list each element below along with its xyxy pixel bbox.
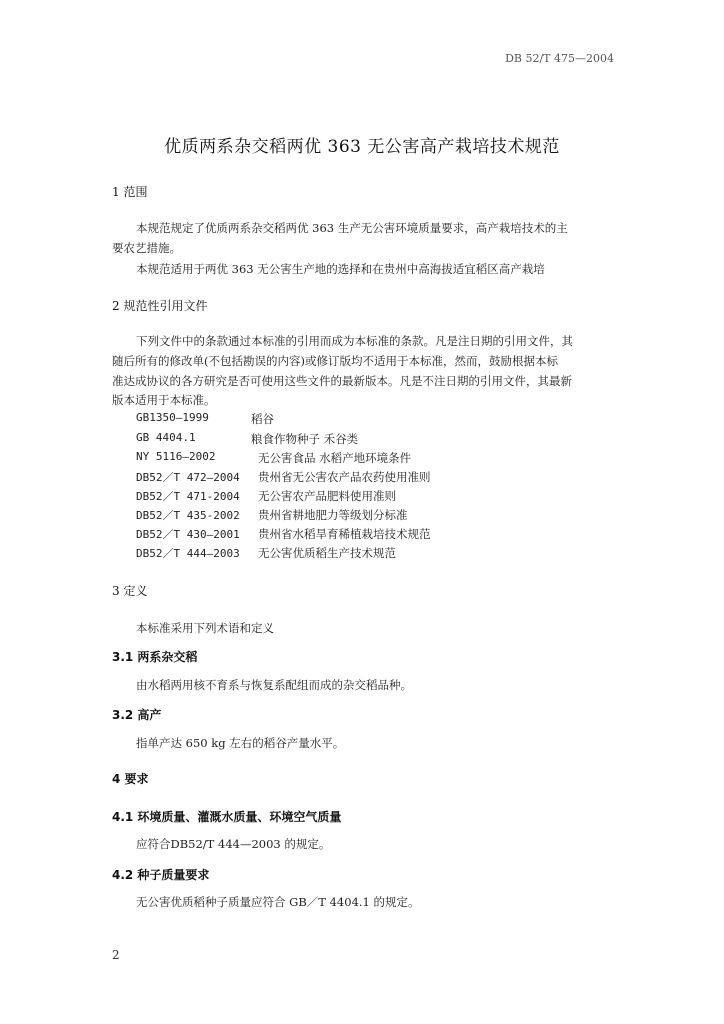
page-number: 2 xyxy=(112,948,120,962)
reference-code: DB52／T 435-2002 xyxy=(136,509,240,522)
section-4-1-heading: 4.1 环境质量、灌溉水质量、环境空气质量 xyxy=(112,810,342,824)
document-title: 优质两系杂交稻两优 363 无公害高产栽培技术规范 xyxy=(164,137,560,157)
section-3-2-heading: 3.2 高产 xyxy=(112,708,162,722)
reference-name: 无公害优质稻生产技术规范 xyxy=(258,546,396,560)
document-code: DB 52/T 475—2004 xyxy=(505,52,614,65)
reference-name: 粮食作物种子 禾谷类 xyxy=(251,432,359,446)
section-4-2-text: 无公害优质稻种子质量应符合 GB／T 4404.1 的规定。 xyxy=(136,895,420,909)
reference-name: 贵州省水稻旱育稀植栽培技术规范 xyxy=(258,527,431,541)
reference-code: DB52／T 444—2003 xyxy=(136,547,240,560)
reference-code: GB1350—1999 xyxy=(136,411,209,424)
section-2-line: 随后所有的修改单(不包括勘误的内容)或修订版均不适用于本标准，然而，鼓励根据本标 xyxy=(112,354,558,368)
section-2-line: 版本适用于本标准。 xyxy=(112,393,216,407)
reference-code: DB52／T 471-2004 xyxy=(136,490,240,503)
section-3-heading: 3 定义 xyxy=(112,584,148,598)
section-3-2-text: 指单产达 650 kg 左右的稻谷产量水平。 xyxy=(136,736,345,750)
reference-code: GB 4404.1 xyxy=(136,431,196,444)
reference-code: DB52／T 430—2001 xyxy=(136,528,240,541)
section-2-heading: 2 规范性引用文件 xyxy=(112,299,208,313)
section-1-para2: 本规范适用于两优 363 无公害生产地的选择和在贵州中高海拔适宜稻区高产栽培 xyxy=(136,262,545,276)
section-1-heading: 1 范围 xyxy=(112,185,148,199)
reference-code: NY 5116—2002 xyxy=(136,450,216,463)
reference-code: DB52／T 472—2004 xyxy=(136,471,240,484)
section-1-para1-line2: 要农艺措施。 xyxy=(112,241,181,255)
reference-name: 贵州省无公害农产品农药使用准则 xyxy=(258,470,431,484)
section-1-para1-line1: 本规范规定了优质两系杂交稻两优 363 生产无公害环境质量要求，高产栽培技术的主 xyxy=(136,221,568,235)
section-3-1-heading: 3.1 两系杂交稻 xyxy=(112,650,198,664)
reference-name: 无公害食品 水稻产地环境条件 xyxy=(258,451,412,465)
reference-name: 稻谷 xyxy=(251,412,274,426)
section-4-1-text: 应符合DB52/T 444—2003 的规定。 xyxy=(136,837,331,851)
section-4-heading: 4 要求 xyxy=(112,772,149,786)
section-2-line: 下列文件中的条款通过本标准的引用而成为本标准的条款。凡是注日期的引用文件，其 xyxy=(136,334,573,348)
reference-name: 无公害农产品肥料使用准则 xyxy=(258,489,396,503)
section-4-2-heading: 4.2 种子质量要求 xyxy=(112,868,210,882)
section-3-intro: 本标准采用下列术语和定义 xyxy=(136,621,274,635)
section-3-1-text: 由水稻两用核不育系与恢复系配组而成的杂交稻品种。 xyxy=(136,678,412,692)
reference-name: 贵州省耕地肥力等级划分标准 xyxy=(258,508,408,522)
section-2-line: 准达成协议的各方研究是否可使用这些文件的最新版本。凡是不注日期的引用文件，其最新 xyxy=(112,374,572,388)
